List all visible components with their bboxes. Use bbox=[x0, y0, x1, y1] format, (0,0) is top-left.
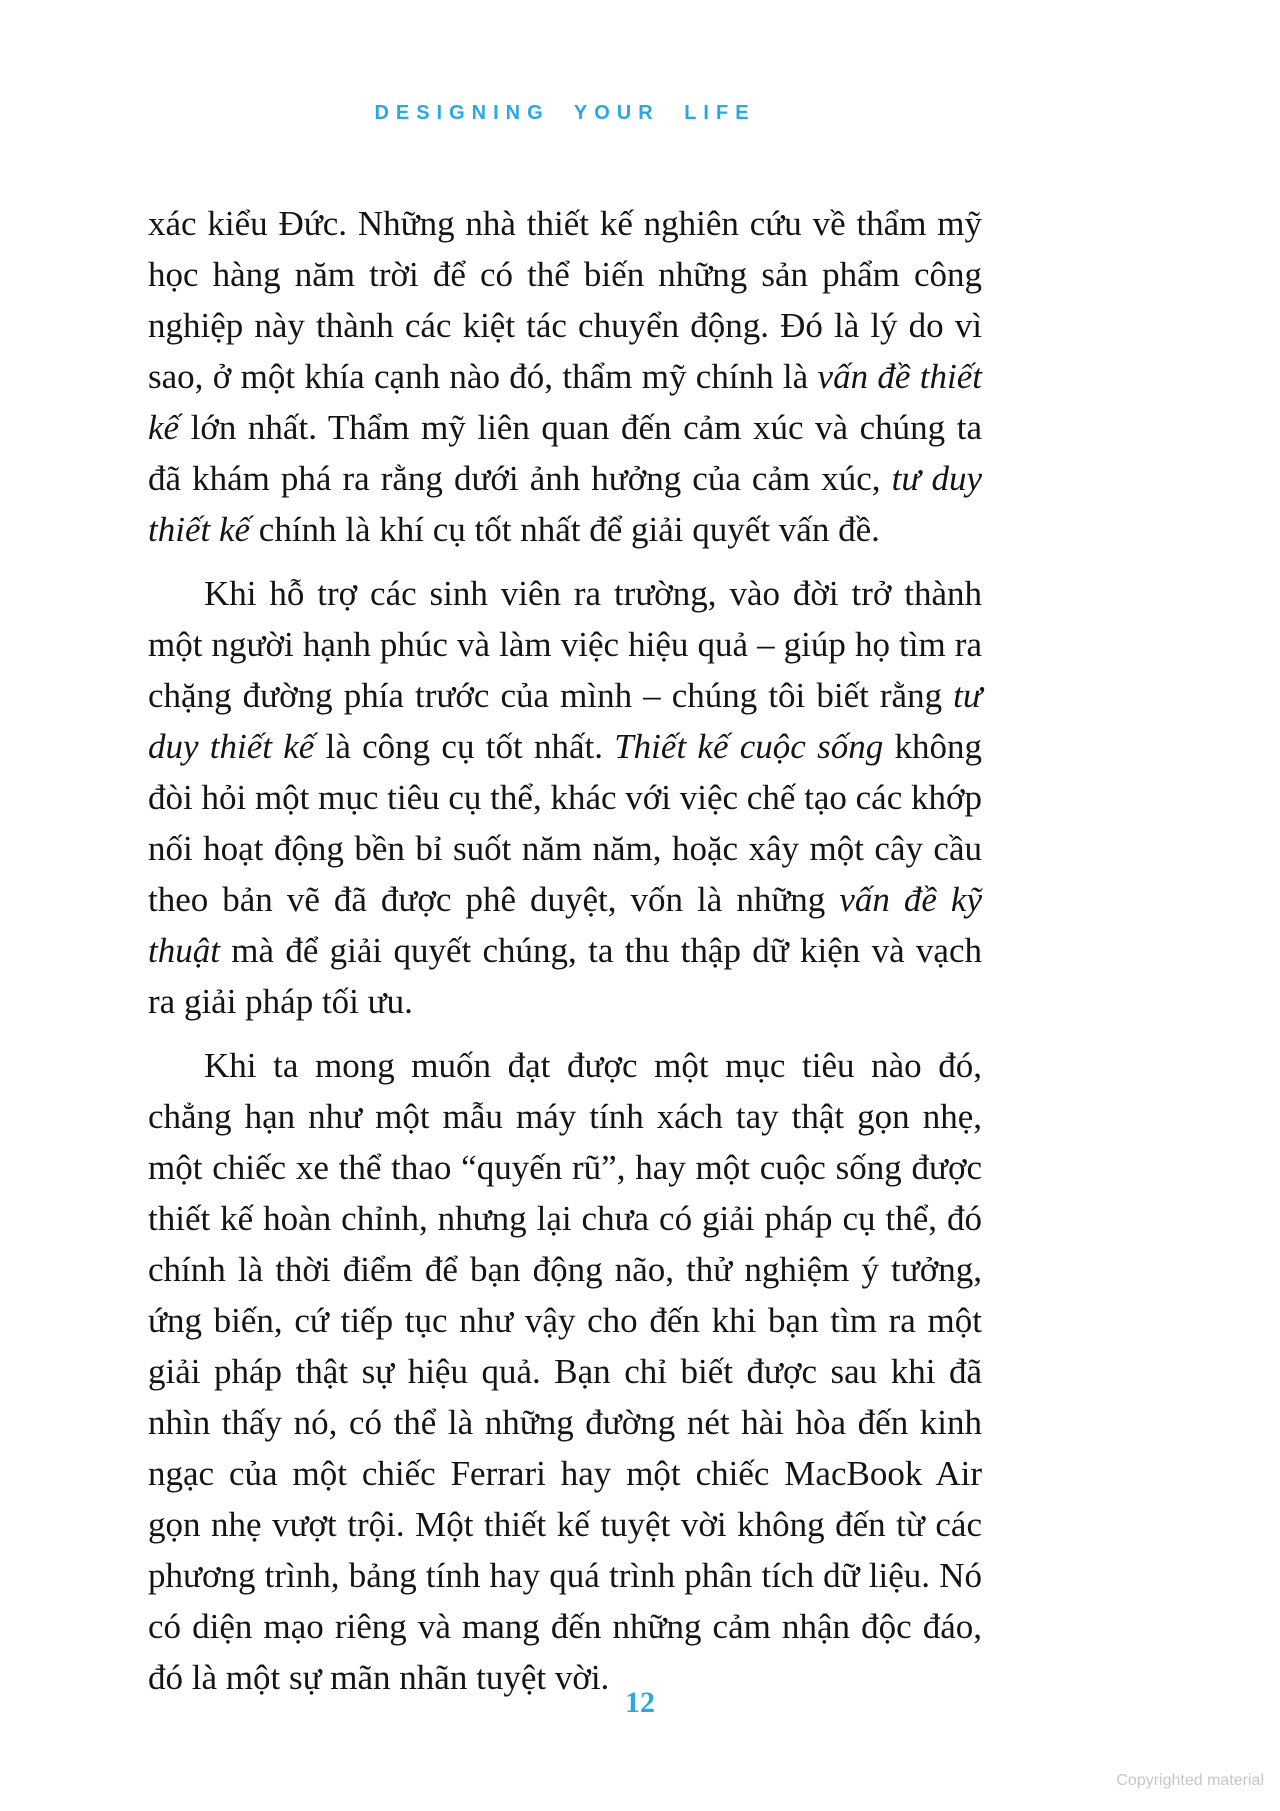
paragraph bbox=[148, 1040, 982, 1703]
text-run: lớn nhất. Thẩm mỹ liên quan đến cảm xúc và chúng ta đã khám phá ra rằng dưới ảnh hưởng của cảm xúc, bbox=[148, 408, 982, 498]
text-run: mà để giải quyết chúng, ta thu thập dữ kiện và vạch ra giải pháp tối ưu. bbox=[148, 931, 982, 1021]
running-header-title: DESIGNING YOUR LIFE bbox=[374, 102, 756, 124]
italic-phrase: vấn đề kỹ thuật bbox=[148, 880, 983, 970]
text-run: không đòi hỏi một mục tiêu cụ thể, khác với việc chế tạo các khớp nối hoạt động bền bỉ suốt năm năm, hoặc xây một cây cầu theo bản vẽ đã được phê duyệt, vốn là những bbox=[148, 727, 982, 919]
text-run: Khi hỗ trợ các sinh viên ra trường, vào đời trở thành một người hạnh phúc và làm việc hiệu quả – giúp họ tìm ra chặng đường phía trước của mình – chúng tôi biết rằng bbox=[148, 574, 982, 715]
copyright-watermark: Copyrighted material bbox=[1116, 1772, 1264, 1789]
text-run: xác kiểu Đức. Những nhà thiết kế nghiên cứu về thẩm mỹ học hàng năm trời để có thể biến những sản phẩm công nghiệp này thành các kiệt tác chuyển động. Đó là lý do vì sao, ở một khía cạnh nào đó, thẩm mỹ chính là bbox=[148, 204, 982, 396]
text-run: chính là khí cụ tốt nhất để giải quyết vấn đề. bbox=[250, 510, 880, 549]
italic-phrase: tư duy thiết kế bbox=[148, 676, 982, 766]
italic-phrase: vấn đề thiết kế bbox=[148, 357, 983, 447]
paragraph bbox=[148, 568, 982, 1027]
text-run: là công cụ tốt nhất. bbox=[314, 727, 615, 766]
italic-phrase: tư duy thiết kế bbox=[148, 459, 982, 549]
body-text bbox=[148, 198, 982, 1703]
page-number: 12 bbox=[625, 1686, 655, 1719]
text-run: Khi ta mong muốn đạt được một mục tiêu nào đó, chẳng hạn như một mẫu máy tính xách tay thật gọn nhẹ, một chiếc xe thể thao “quyến rũ”, hay một cuộc sống được thiết kế hoàn chỉnh, nhưng lại chưa có giải pháp cụ thể, đó chính là thời điểm để bạn động não, thử nghiệm ý tưởng, ứng biến, cứ tiếp tục như vậy cho đến khi bạn tìm ra một giải pháp thật sự hiệu quả. Bạn chỉ biết được sau khi đã nhìn thấy nó, có thể là những đường nét hài hòa đến kinh ngạc của một chiếc Ferrari hay một chiếc MacBook Air gọn nhẹ vượt trội. Một thiết kế tuyệt vời không đến từ các phương trình, bảng tính hay quá trình phân tích dữ liệu. Nó có diện mạo riêng và mang đến những cảm nhận độc đáo, đó là một sự mãn nhãn tuyệt vời. bbox=[148, 1046, 982, 1697]
paragraph bbox=[148, 198, 982, 555]
italic-phrase: Thiết kế cuộc sống bbox=[614, 727, 884, 766]
